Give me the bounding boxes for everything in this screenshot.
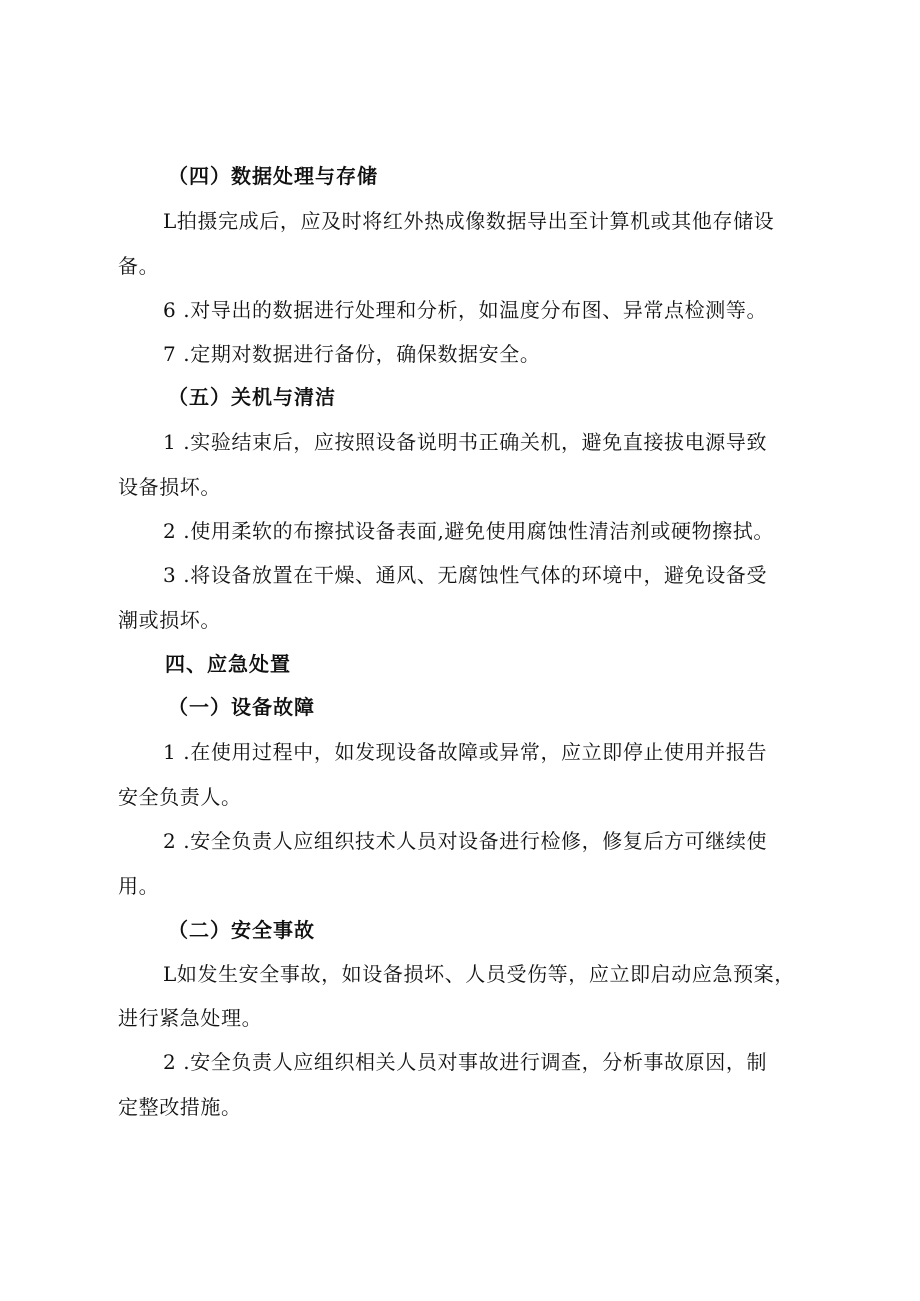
section-heading-safety-accident: （二）安全事故 (168, 918, 315, 942)
paragraph-line: 设备损坏。 (118, 475, 221, 499)
paragraph-line: 3 .将设备放置在干燥、通风、无腐蚀性气体的环境中，避免设备受 (163, 563, 768, 587)
section-heading-shutdown-cleaning: （五）关机与清洁 (168, 385, 336, 409)
main-heading-emergency: 四、应急处置 (165, 652, 291, 676)
paragraph-line: 定整改措施。 (118, 1095, 242, 1119)
paragraph-line: 1 .在使用过程中，如发现设备故障或异常，应立即停止使用并报告 (163, 740, 768, 764)
paragraph-line: 2 .安全负责人应组织相关人员对事故进行调查，分析事故原因，制 (163, 1050, 768, 1074)
paragraph-line: 7 .定期对数据进行备份，确保数据安全。 (163, 342, 541, 366)
paragraph-line: 备。 (118, 254, 160, 278)
paragraph-line: 6 .对导出的数据进行处理和分析，如温度分布图、异常点检测等。 (163, 298, 768, 322)
paragraph-line: 2 .安全负责人应组织技术人员对设备进行检修，修复后方可继续使 (163, 829, 768, 853)
paragraph-line: 2 .使用柔软的布擦拭设备表面,避免使用腐蚀性清洁剂或硬物擦拭。 (163, 519, 774, 543)
paragraph-line: L拍摄完成后，应及时将红外热成像数据导出至计算机或其他存储设 (163, 209, 775, 233)
paragraph-line: L如发生安全事故，如设备损坏、人员受伤等，应立即启动应急预案， (163, 962, 795, 986)
paragraph-line: 用。 (118, 874, 160, 898)
section-heading-equipment-failure: （一）设备故障 (168, 695, 315, 719)
paragraph-line: 安全负责人。 (118, 785, 242, 809)
paragraph-line: 进行紧急处理。 (118, 1006, 263, 1030)
section-heading-data-processing: （四）数据处理与存储 (168, 164, 378, 188)
paragraph-line: 1 .实验结束后，应按照设备说明书正确关机，避免直接拔电源导致 (163, 430, 768, 454)
paragraph-line: 潮或损坏。 (118, 608, 221, 632)
